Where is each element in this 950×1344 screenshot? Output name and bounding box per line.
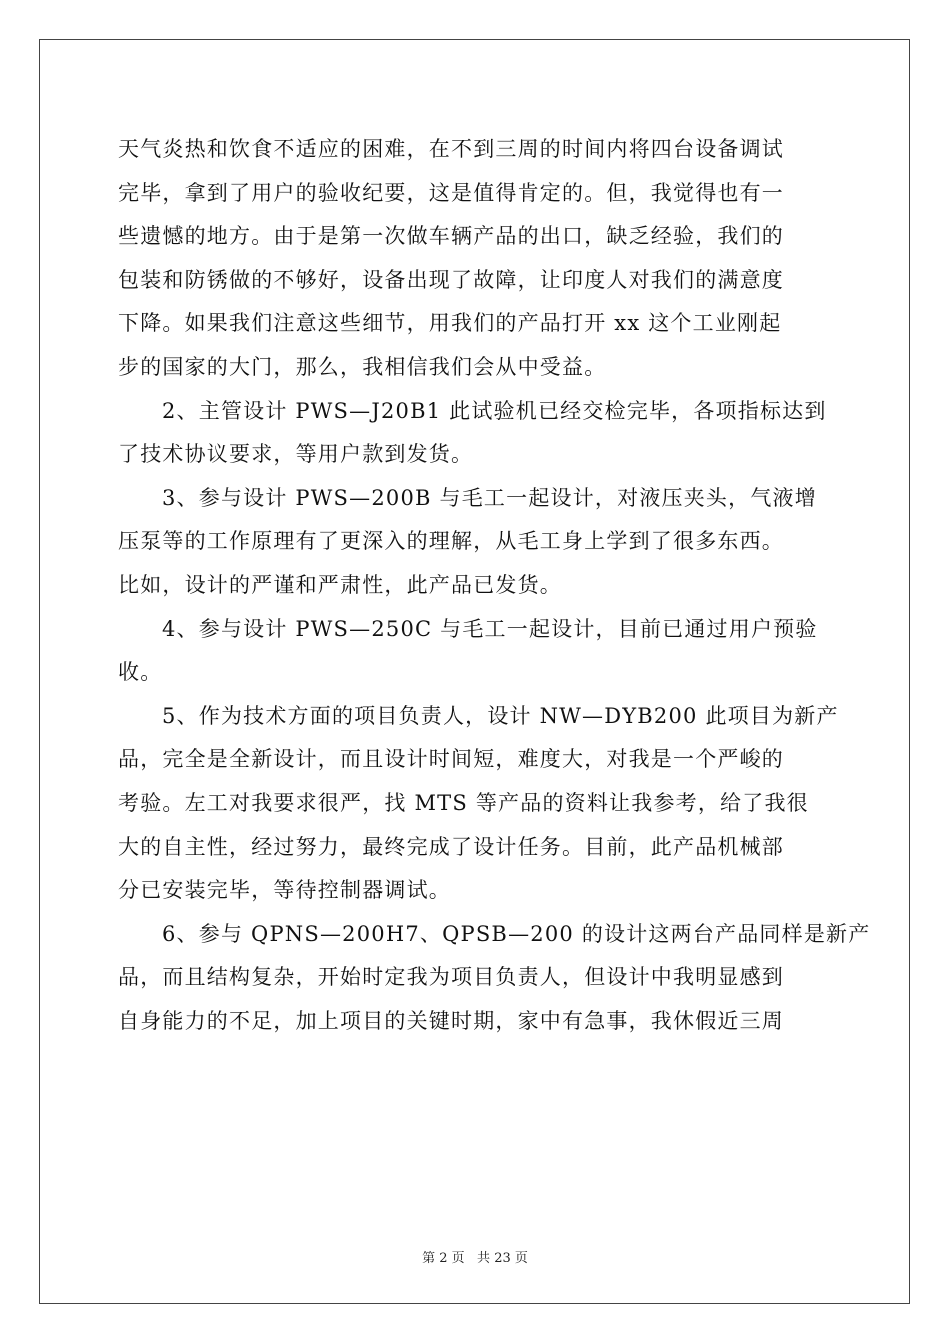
text-line: 压泵等的工作原理有了更深入的理解，从毛工身上学到了很多东西。 — [118, 529, 784, 554]
paragraph-start-line: 5、作为技术方面的项目负责人，设计 NW—DYB200 此项目为新产 — [162, 703, 839, 728]
text-line: 品，完全是全新设计，而且设计时间短，难度大，对我是一个严峻的 — [118, 747, 784, 772]
paragraph-start-line: 3、参与设计 PWS—200B 与毛工一起设计，对液压夹头，气液增 — [162, 485, 817, 510]
text-line: 些遗憾的地方。由于是第一次做车辆产品的出口，缺乏经验，我们的 — [118, 224, 784, 249]
paragraph-start-line: 4、参与设计 PWS—250C 与毛工一起设计，目前已通过用户预验 — [162, 616, 818, 641]
text-line: 自身能力的不足，加上项目的关键时期，家中有急事，我休假近三周 — [118, 1008, 784, 1033]
text-line: 大的自主性，经过努力，最终完成了设计任务。目前，此产品机械部 — [118, 834, 784, 859]
paragraph-start-line: 6、参与 QPNS—200H7、QPSB—200 的设计这两台产品同样是新产 — [162, 921, 871, 946]
document-body — [118, 128, 871, 1043]
text-line: 收。 — [118, 660, 163, 685]
page-footer — [0, 1247, 950, 1266]
text-line: 步的国家的大门，那么，我相信我们会从中受益。 — [118, 354, 607, 379]
paragraph-start-line: 2、主管设计 PWS—J20B1 此试验机已经交检完毕，各项指标达到 — [162, 398, 827, 423]
text-line: 完毕，拿到了用户的验收纪要，这是值得肯定的。但，我觉得也有一 — [118, 180, 784, 205]
text-line: 比如，设计的严谨和严肃性，此产品已发货。 — [118, 572, 562, 597]
text-line: 分已安装完毕，等待控制器调试。 — [118, 878, 451, 903]
text-line: 考验。左工对我要求很严，找 MTS 等产品的资料让我参考，给了我很 — [118, 790, 809, 815]
page-number-label: 第 2 页 共 23 页 — [422, 1251, 528, 1266]
text-line: 天气炎热和饮食不适应的困难，在不到三周的时间内将四台设备调试 — [118, 137, 784, 161]
text-line: 了技术协议要求，等用户款到发货。 — [118, 442, 474, 467]
text-line: 品，而且结构复杂，开始时定我为项目负责人，但设计中我明显感到 — [118, 965, 784, 990]
text-line: 下降。如果我们注意这些细节，用我们的产品打开 xx 这个工业刚起 — [118, 311, 782, 336]
text-line: 包装和防锈做的不够好，设备出现了故障，让印度人对我们的满意度 — [118, 267, 784, 292]
